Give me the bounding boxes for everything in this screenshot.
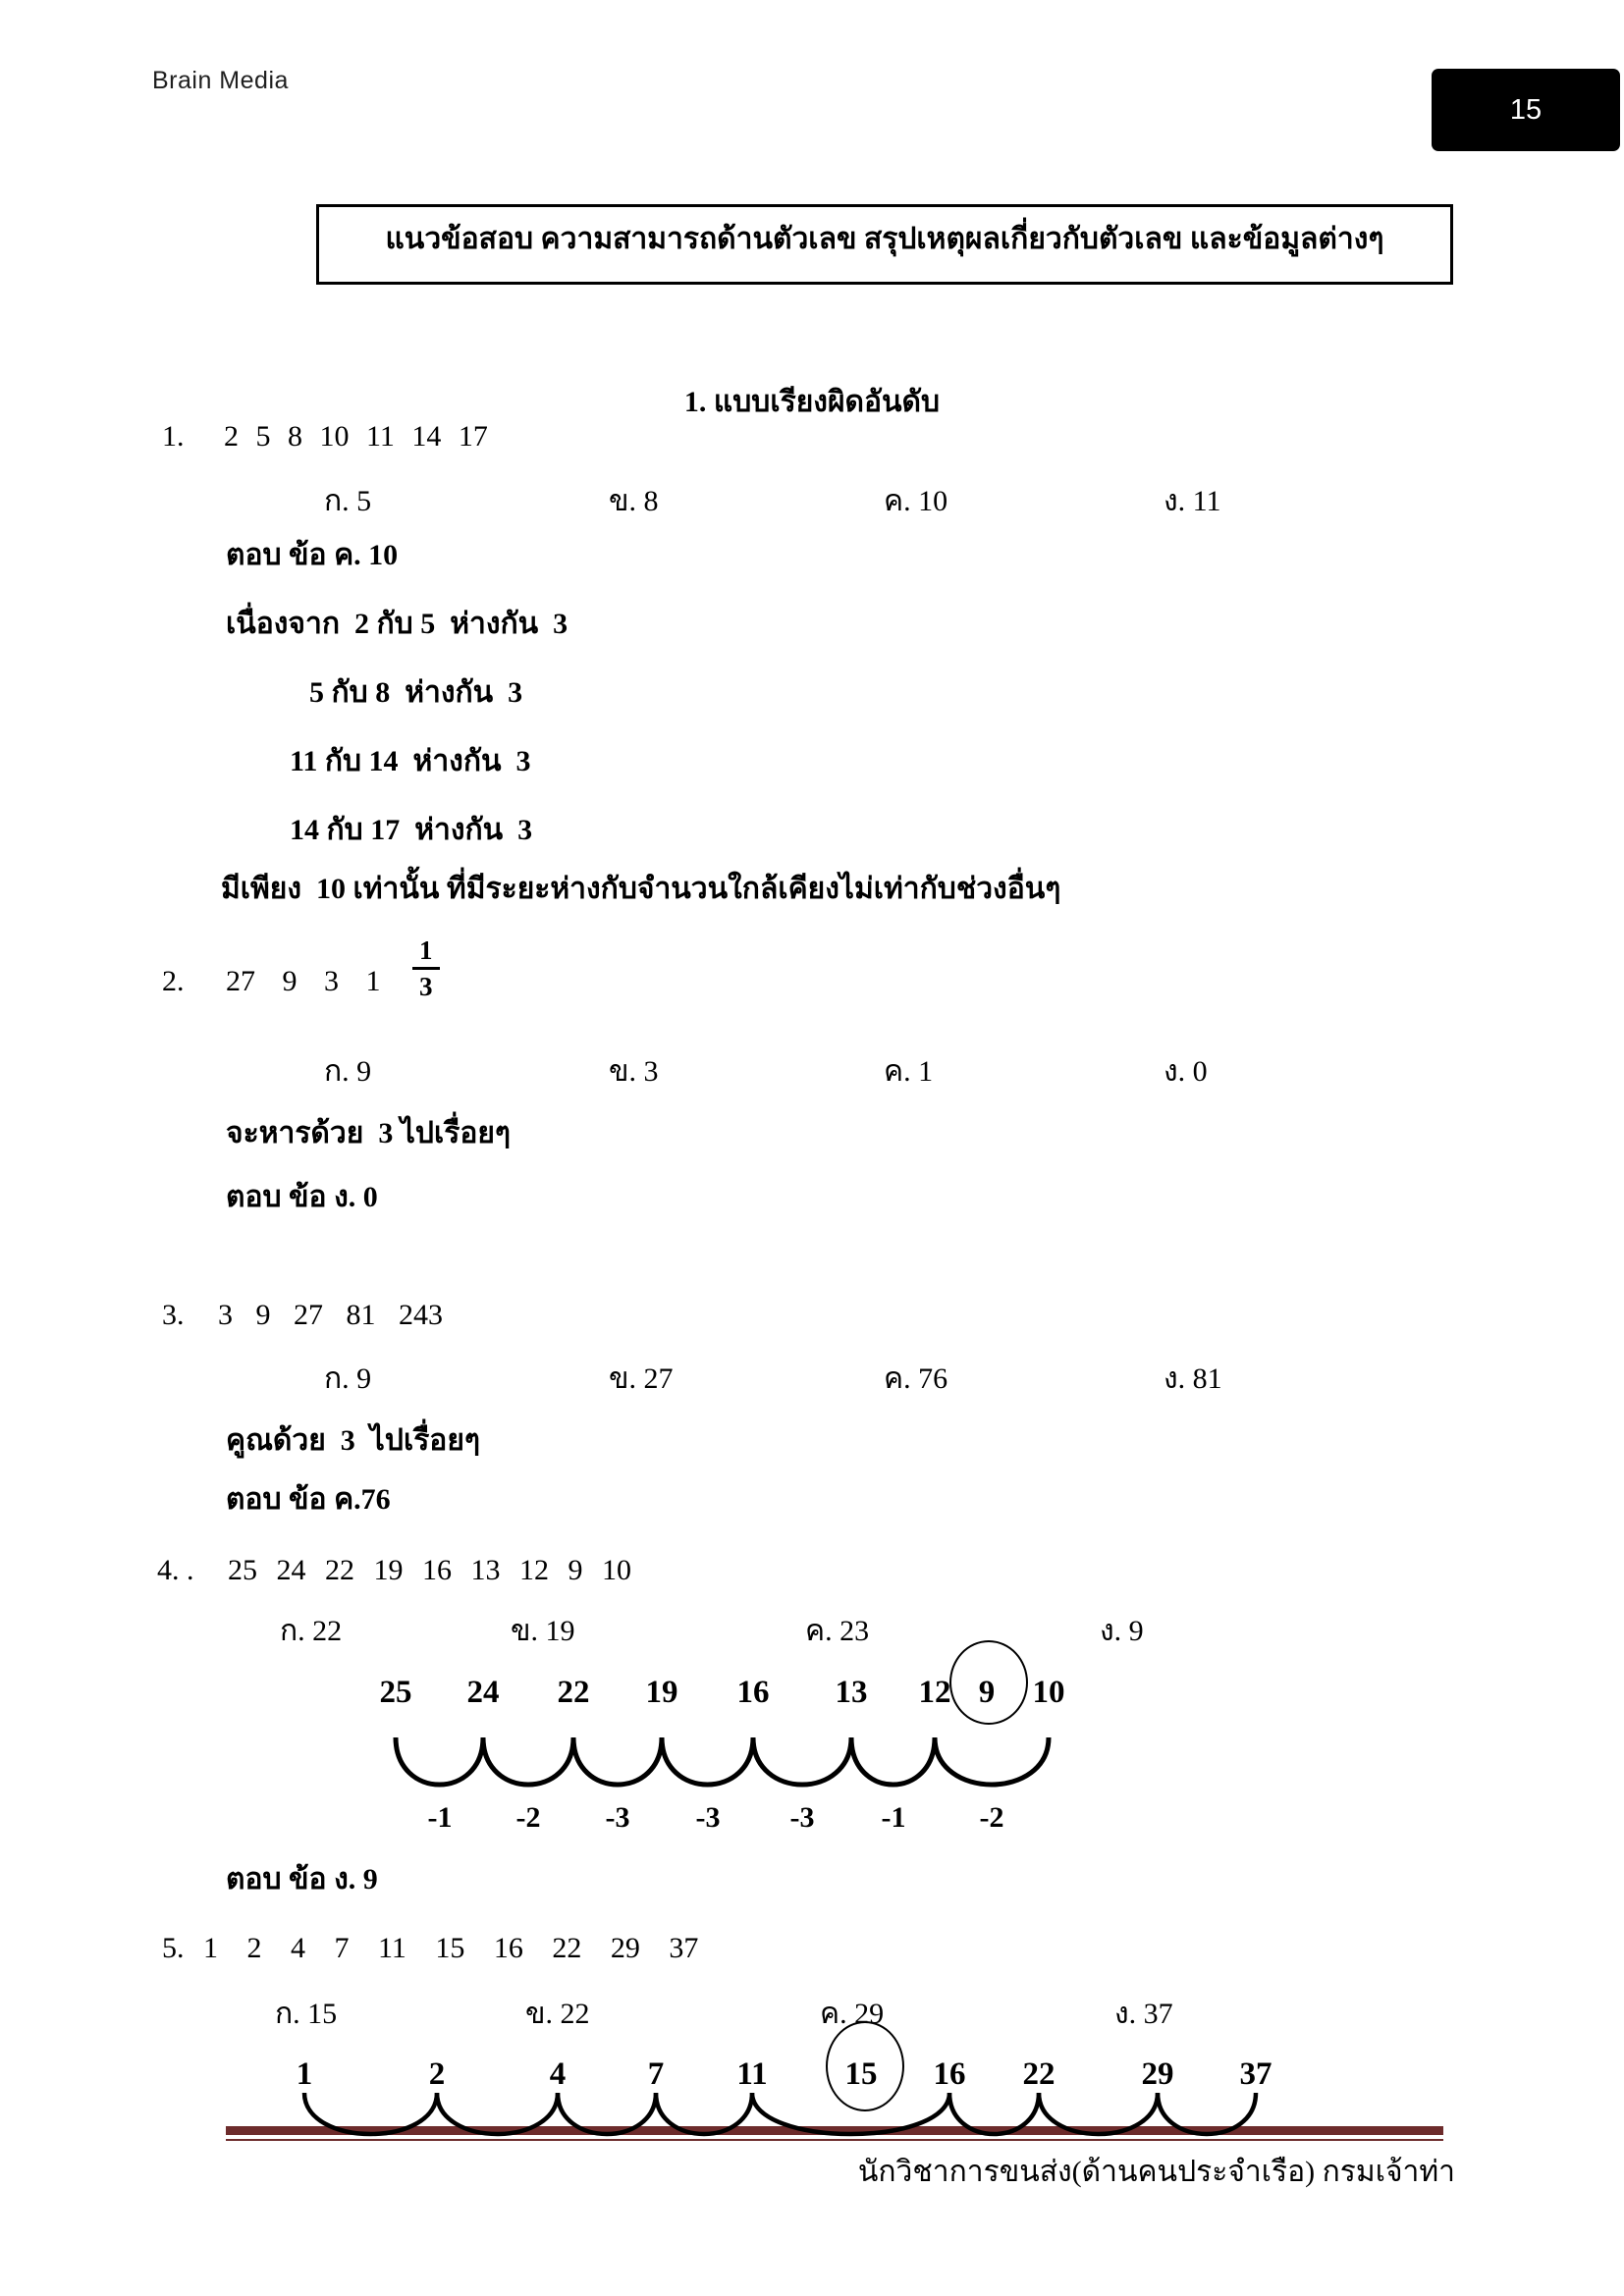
question-3-explanation: คูณด้วย 3 ไปเรื่อยๆ	[226, 1424, 481, 1457]
question-5-choice-d: ง. 37	[1114, 1998, 1173, 2030]
fraction-denominator: 3	[419, 972, 433, 1001]
diagram-number: 16	[933, 2056, 966, 2092]
difference-label: -2	[979, 1801, 1004, 1834]
question-1-sequence: 2 5 8 10 11 14 17	[224, 420, 488, 453]
diagram-number: 13	[835, 1675, 868, 1710]
diagram-number: 29	[1141, 2056, 1174, 2092]
question-3-choice-a: ก. 9	[324, 1362, 372, 1395]
diagram-number: 11	[736, 2056, 768, 2092]
diagram-number-circled: 15	[844, 2056, 878, 2092]
question-5-choice-b: ข. 22	[525, 1998, 590, 2030]
question-2-choice-a: ก. 9	[324, 1055, 372, 1088]
difference-label: -3	[789, 1801, 815, 1834]
section-heading: 1. แบบเรียงผิดอันดับ	[683, 386, 941, 418]
question-3-number: 3.	[162, 1299, 185, 1331]
question-4-choice-b: ข. 19	[511, 1615, 575, 1647]
question-3-answer: ตอบ ข้อ ค.76	[226, 1483, 391, 1516]
difference-label: -2	[515, 1801, 541, 1834]
page-number: 15	[1509, 93, 1543, 126]
question-3-choice-d: ง. 81	[1164, 1362, 1222, 1395]
page-number-box	[1432, 69, 1620, 151]
question-1-answer: ตอบ ข้อ ค. 10	[226, 539, 399, 571]
difference-label: -1	[427, 1801, 453, 1834]
question-5-number: 5.	[162, 1932, 185, 1964]
diagram-number: 2	[428, 2056, 446, 2092]
brand-label: Brain Media	[152, 67, 289, 94]
diagram-number: 7	[647, 2056, 665, 2092]
question-5-sequence: 1 2 4 7 11 15 16 22 29 37	[203, 1932, 699, 1964]
question-4-answer: ตอบ ข้อ ง. 9	[226, 1863, 378, 1896]
diagram-number-circled: 9	[978, 1675, 996, 1710]
title-box	[316, 204, 1453, 285]
question-1-number: 1.	[162, 420, 185, 453]
question-1-choice-b: ข. 8	[609, 485, 659, 517]
question-4-choice-d: ง. 9	[1100, 1615, 1144, 1647]
question-4-choice-a: ก. 22	[280, 1615, 343, 1647]
difference-label: -3	[605, 1801, 630, 1834]
question-1-choice-c: ค. 10	[884, 485, 948, 517]
question-5-choice-a: ก. 15	[275, 1998, 338, 2030]
diagram-number: 16	[736, 1675, 770, 1710]
question-4-choice-c: ค. 23	[805, 1615, 870, 1647]
question-1-explanation-line: มีเพียง 10 เท่านั้น ที่มีระยะห่างกับจำนวนใกล้เคียงไม่เท่ากับช่วงอื่นๆ	[221, 873, 1061, 905]
question-2-answer: ตอบ ข้อ ง. 0	[226, 1181, 378, 1213]
question-2-choice-d: ง. 0	[1164, 1055, 1208, 1088]
question-2-explanation: จะหารด้วย 3 ไปเรื่อยๆ	[226, 1117, 512, 1149]
diagram-number: 25	[379, 1675, 412, 1710]
question-2-number: 2.	[162, 965, 185, 997]
question-3-choice-b: ข. 27	[609, 1362, 674, 1395]
question-1-explanation-line: 11 กับ 14 ห่างกัน 3	[290, 745, 531, 777]
question-4-sequence: 25 24 22 19 16 13 12 9 10	[228, 1554, 631, 1586]
diagram-number: 10	[1032, 1675, 1065, 1710]
question-2-fraction	[412, 935, 440, 1001]
question-1-explanation-line: 14 กับ 17 ห่างกัน 3	[290, 814, 533, 846]
fraction-numerator: 1	[412, 935, 440, 970]
question-1-explanation-line: เนื่องจาก 2 กับ 5 ห่างกัน 3	[226, 608, 568, 640]
diagram-number: 24	[466, 1675, 500, 1710]
question-3-sequence: 3 9 27 81 243	[218, 1299, 443, 1331]
question-4-number: 4. .	[157, 1554, 194, 1586]
question-3-choice-c: ค. 76	[884, 1362, 948, 1395]
question-1-explanation-line: 5 กับ 8 ห่างกัน 3	[309, 676, 523, 709]
question-1-choice-d: ง. 11	[1164, 485, 1221, 517]
diagram-number: 4	[549, 2056, 567, 2092]
difference-label: -1	[881, 1801, 906, 1834]
question-5-choice-c: ค. 29	[820, 1998, 885, 2030]
difference-arcs	[373, 1726, 1070, 1804]
difference-label: -3	[695, 1801, 721, 1834]
diagram-number: 19	[645, 1675, 678, 1710]
diagram-number: 12	[918, 1675, 951, 1710]
question-1-choice-a: ก. 5	[324, 485, 372, 517]
diagram-number: 22	[1022, 2056, 1056, 2092]
question-2-choice-c: ค. 1	[884, 1055, 934, 1088]
difference-arcs	[275, 2079, 1286, 2148]
diagram-number: 1	[296, 2056, 313, 2092]
page-title: แนวข้อสอบ ความสามารถด้านตัวเลข สรุปเหตุผลเกี่ยวกับตัวเลข และข้อมูลต่างๆ	[385, 223, 1384, 255]
diagram-number: 37	[1239, 2056, 1272, 2092]
footer-text: นักวิชาการขนส่ง(ด้านคนประจำเรือ) กรมเจ้าท่า	[857, 2156, 1455, 2188]
question-2-sequence: 27 9 3 1	[226, 965, 381, 997]
circled-answer-ring	[826, 2021, 904, 2111]
circled-answer-ring	[949, 1640, 1028, 1725]
question-2-choice-b: ข. 3	[609, 1055, 659, 1088]
diagram-number: 22	[557, 1675, 590, 1710]
